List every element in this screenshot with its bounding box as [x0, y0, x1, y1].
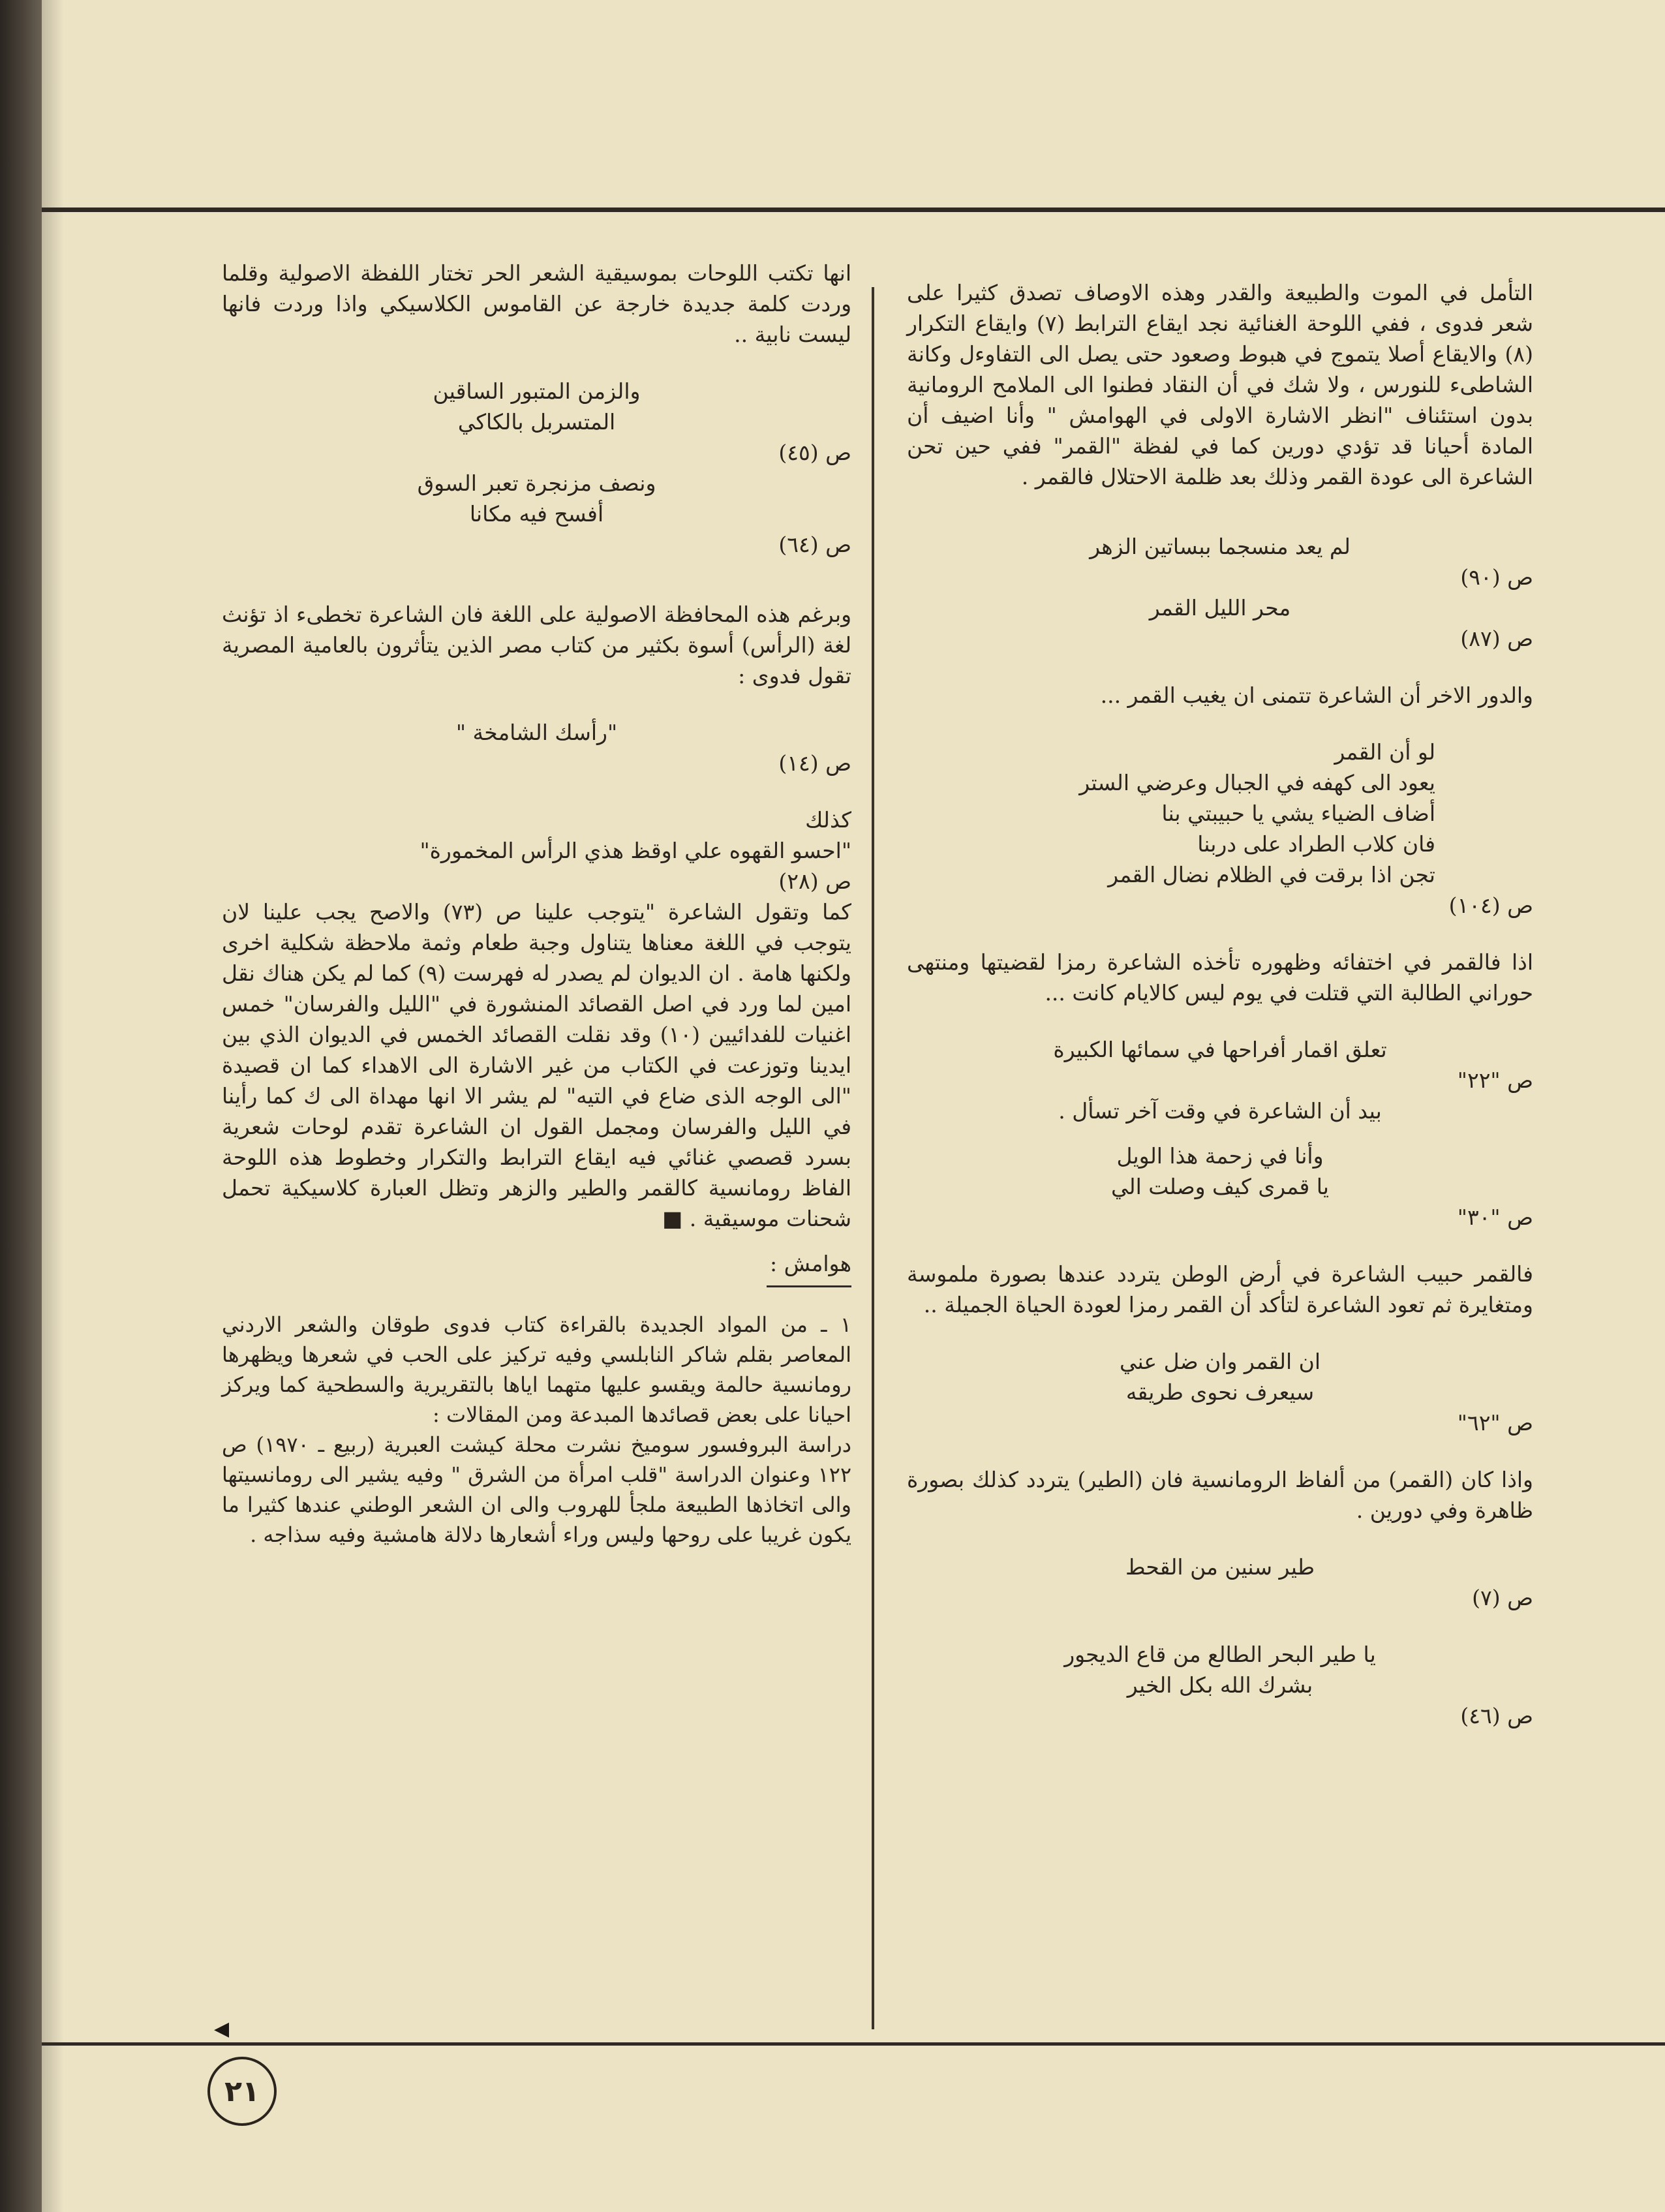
- poem-line: سيعرف نحوى طريقه: [1125, 1379, 1315, 1405]
- page-reference: ص (٢٨): [778, 868, 851, 894]
- page-reference: ص (١٠٤): [1448, 893, 1533, 918]
- paragraph: كما وتقول الشاعرة "يتوجب علينا ص (٧٣) والاصح يجب علينا لان يتوجب في اللغة معناها يتناول وجبة طعام وثمة ملاحظة شكلية اخرى ولكنها هامة . ان الديوان لم يصدر له فهرست (٩) كما لم يكن هناك نقل امين لما ورد في اصل القصائد المنشورة في "الليل والفرسان" خمس اغنيات للفدائيين (١٠) وقد نقلت القصائد الخمس في الديوان الذي بين ايدينا وتوزعت في الكتاب من غير الاشارة الى الاهداء كما ان قصيدة "الى الوجه الذى ضاع في التيه" لم يشر الا انها مهداة الى ك كما رأينا في الليل والفرسان ومجمل القول ان الشاعرة تقدم لوحات شعرية بسرد قصصي غنائي فيه ايقاع الترابط والتكرار وخطوط هذه اللوحة الفاظ رومانسية كالقمر والطير والزهر وتظل العبارة كلاسيكية تحمل شحنات موسيقية . ■: [222, 899, 851, 1231]
- poem-line: وأنا في زحمة هذا الويل: [1116, 1143, 1324, 1169]
- poem-line: تجن اذا برقت في الظلام نضال القمر: [1108, 862, 1435, 887]
- paragraph: واذا كان (القمر) من ألفاظ الرومانسية فان (الطير) يتردد كذلك بصورة ظاهرة وفي دورين .: [907, 1467, 1533, 1523]
- page-reference: ص (٩٠): [1460, 564, 1533, 590]
- paragraph: كذلك: [805, 807, 851, 833]
- poem-line: يا قمرى كيف وصلت الي: [1111, 1174, 1329, 1199]
- continue-arrow-icon: ◀: [214, 2018, 230, 2040]
- poem-line: "رأسك الشامخة ": [455, 720, 618, 745]
- page-number: ٢١: [207, 2057, 277, 2126]
- page-reference: ص "٣٠": [1457, 1205, 1533, 1230]
- poem-line: أضاف الضياء يشي يا حبيبتي بنا: [1161, 801, 1435, 826]
- poem-line: "احسو القهوه علي اوقظ هذي الرأس المخمورة": [420, 838, 851, 863]
- poem-line: لو أن القمر: [1334, 739, 1435, 765]
- page-reference: ص (٦٤): [778, 532, 851, 557]
- paragraph: انها تكتب اللوحات بموسيقية الشعر الحر تختار اللفظة الاصولية وقلما وردت كلمة جديدة خارجة عن القاموس الكلاسيكي واذا وردت فانها ليست نابية ..: [222, 260, 851, 347]
- poem-line: تعلق اقمار أفراحها في سمائها الكبيرة: [1053, 1037, 1387, 1062]
- binding-shadow: [42, 0, 64, 2212]
- paragraph: بيد أن الشاعرة في وقت آخر تسأل .: [1058, 1098, 1382, 1124]
- page-reference: ص (٤٥): [778, 440, 851, 465]
- paragraph: التأمل في الموت والطبيعة والقدر وهذه الاوصاف تصدق كثيرا على شعر فدوى ، ففي اللوحة الغنائية نجد ايقاع الترابط (٧) وايقاع التكرار (٨) والايقاع أصلا يتموج في هبوط وصعود حتى يصل الى التفاوءل وكانة الشاطىء للنورس ، ولا شك في أن النقاد فطنوا الى الملامح الرومانية بدون استئناف "انظر الاشارة الاولى في الهوامش " وأنا اضيف أن المادة أحيانا قد تؤدي دورين كما في لفظة "القمر" ففي حين تحن الشاعرة الى عودة القمر وذلك بعد ظلمة الاحتلال فالقمر .: [907, 280, 1533, 489]
- paragraph: والدور الاخر أن الشاعرة تتمنى ان يغيب القمر ...: [1100, 683, 1533, 708]
- poem-line: لم يعد منسجما ببساتين الزهر: [1090, 534, 1351, 559]
- footnote: ١ ـ من المواد الجديدة بالقراءة كتاب فدوى طوقان والشعر الاردني المعاصر بقلم شاكر النابلسي وفيه تركيز على الحب في شعرها ويظهرها رومانسية حالمة ويقسو عليها متهما اياها بالتقريرية والسطحية كما ويركز احيانا على بعض قصائدها المبدعة ومن المقالات :: [222, 1312, 852, 1427]
- poem-line: المتسربل بالكاكي: [457, 409, 616, 435]
- footnotes-heading: هوامش :: [770, 1251, 851, 1276]
- footnote-rule: [767, 1285, 851, 1287]
- book-binding-edge: [0, 0, 42, 2212]
- poem-line: يا طير البحر الطالع من قاع الديجور: [1064, 1642, 1376, 1667]
- page-reference: ص (٧): [1472, 1585, 1533, 1610]
- page-reference: ص "٢٢": [1457, 1068, 1533, 1093]
- poem-line: ان القمر وان ضل عني: [1119, 1349, 1321, 1374]
- poem-line: بشرك الله بكل الخير: [1127, 1672, 1313, 1698]
- paragraph: فالقمر حبيب الشاعرة في أرض الوطن يتردد عندها بصورة ملموسة ومتغايرة ثم تعود الشاعرة لتأكد أن القمر رمزا لعودة الحياة الجميلة ..: [907, 1261, 1533, 1317]
- paragraph: وبرغم هذه المحافظة الاصولية على اللغة فان الشاعرة تخطىء اذ تؤنث لغة (الرأس) أسوة بكثير من كتاب مصر الذين يتأثرون بالعامية المصرية تقول فدوى :: [222, 602, 851, 688]
- poem-line: فان كلاب الطراد على دربنا: [1197, 831, 1435, 857]
- poem-line: والزمن المتبور الساقين: [433, 378, 641, 404]
- right-column: [907, 277, 1533, 1731]
- poem-line: طير سنين من القحط: [1125, 1554, 1315, 1580]
- column-divider: [872, 287, 874, 2029]
- poem-line: ونصف مزنجرة تعبر السوق: [417, 470, 656, 496]
- page-reference: ص (٤٦): [1460, 1703, 1533, 1728]
- poem-line: أفسح فيه مكانا: [469, 501, 604, 527]
- page-reference: ص "٦٢": [1457, 1410, 1533, 1436]
- top-rule: [42, 207, 1665, 212]
- left-column: [222, 258, 851, 1550]
- poem-line: محر الليل القمر: [1149, 595, 1291, 621]
- bottom-rule: [42, 2042, 1665, 2046]
- page-reference: ص (١٤): [778, 750, 851, 776]
- page-reference: ص (٨٧): [1460, 626, 1533, 651]
- poem-block: [907, 737, 1533, 890]
- poem-line: يعود الى كهفه في الجبال وعرضي الستر: [1079, 770, 1435, 795]
- paragraph: اذا فالقمر في اختفائه وظهوره تأخذه الشاعرة رمزا لقضيتها ومنتهى حوراني الطالبة التي قتلت في يوم ليس كالايام كانت ...: [907, 949, 1533, 1006]
- footnote: دراسة البروفسور سوميخ نشرت محلة كيشت العبرية (ربيع ـ ١٩٧٠) ص ١٢٢ وعنوان الدراسة "قلب امرأة من الشرق " وفيه يشير الى رومانسيتها والى اتخاذها الطبيعة ملجأ للهروب والى ان الشعر الوطني عندها كثيرا ما يكون غريبا على روحها وليس وراء أشعارها دلالة هامشية وفيه سذاجه .: [222, 1432, 852, 1547]
